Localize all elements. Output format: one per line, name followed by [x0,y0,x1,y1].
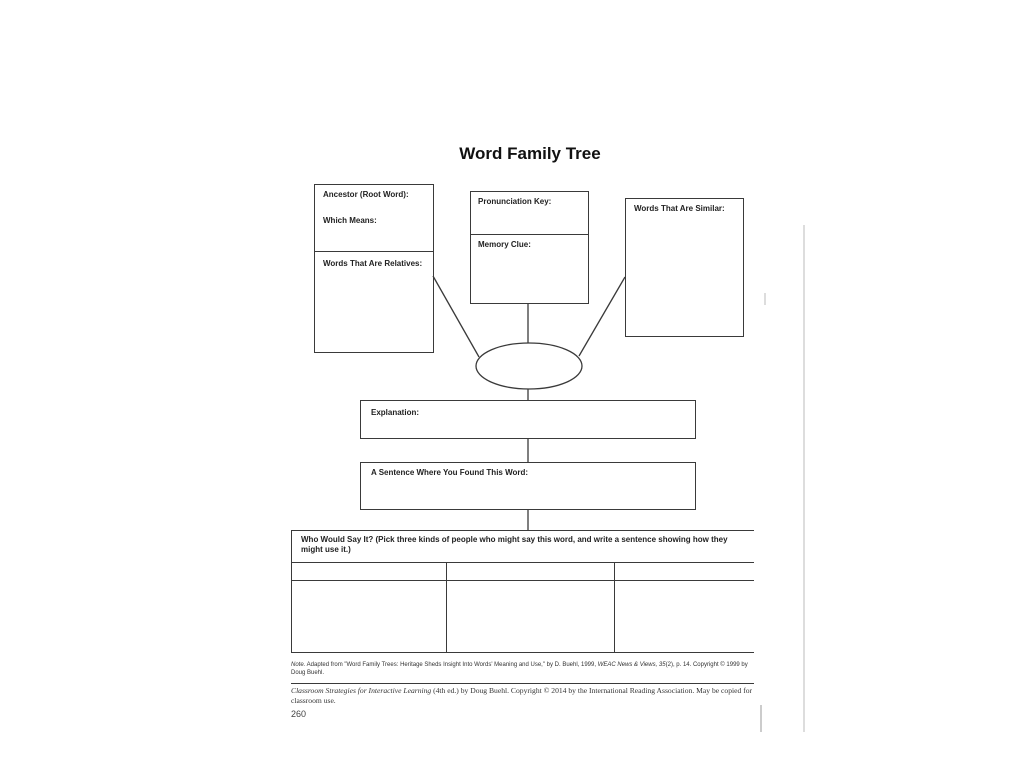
note-prefix: Note. [291,662,306,668]
footer-divider [291,683,754,684]
relatives-label: Words That Are Relatives: [323,259,423,268]
sentence-input-3[interactable] [619,584,753,652]
table-row-divider [291,580,754,581]
who-would-say-it-prompt: Who Would Say It? (Pick three kinds of people who might say this word, and write a sentence showing how they might use it.) [301,535,728,554]
root-word-label: Ancestor (Root Word): [323,190,409,199]
credit-book-title: Classroom Strategies for Interactive Learning [291,686,432,695]
sentence-box [360,462,696,510]
sentence-input-2[interactable] [451,584,613,652]
sentence-input-1[interactable] [295,584,445,652]
person-input-3[interactable] [619,565,753,580]
table-bottom-border [291,652,754,653]
similar-words-box [625,198,744,337]
table-column-divider-1 [446,562,447,653]
ancestor-box [314,184,434,353]
explanation-box [360,400,696,439]
copyright-credit [291,686,753,706]
source-note [291,661,753,677]
similar-label: Words That Are Similar: [634,204,725,213]
explanation-input[interactable] [427,405,693,439]
table-column-divider-2 [614,562,615,653]
center-divider [471,234,588,235]
note-journal: WEAC News & Views, 35 [597,662,666,668]
credit-text: (4th ed.) by Doug Buehl. Copyright © 2014 by the International Reading Association. May be copied for classroom use. [291,686,753,705]
sentence-input[interactable] [369,481,693,511]
person-input-1[interactable] [295,565,445,580]
meaning-label: Which Means: [323,216,377,225]
memory-clue-label: Memory Clue: [478,240,531,249]
memory-clue-input[interactable] [477,252,587,302]
ancestor-divider [315,251,433,252]
sentence-label: A Sentence Where You Found This Word: [371,468,529,477]
note-text-1: Adapted from "Word Family Trees: Heritage Sheds Insight Into Words' Meaning and Use," by D. Buehl, 1999, [305,662,598,668]
person-input-2[interactable] [451,565,613,580]
target-word-input[interactable] [490,358,572,376]
who-would-say-it-table [291,530,754,653]
table-left-border [291,530,292,653]
explanation-label: Explanation: [371,408,420,417]
worksheet-title: Word Family Tree [459,144,601,163]
relatives-input[interactable] [321,271,431,351]
table-top-border [291,530,754,531]
similar-words-input[interactable] [632,217,742,335]
page-number: 260 [291,709,307,719]
table-header-divider [291,562,754,563]
note-text-2: (2), p. 14. Copyright © 1999 by Doug Buehl. [291,662,748,676]
pronunciation-label: Pronunciation Key: [478,197,552,206]
pronunciation-memory-box [470,191,589,304]
